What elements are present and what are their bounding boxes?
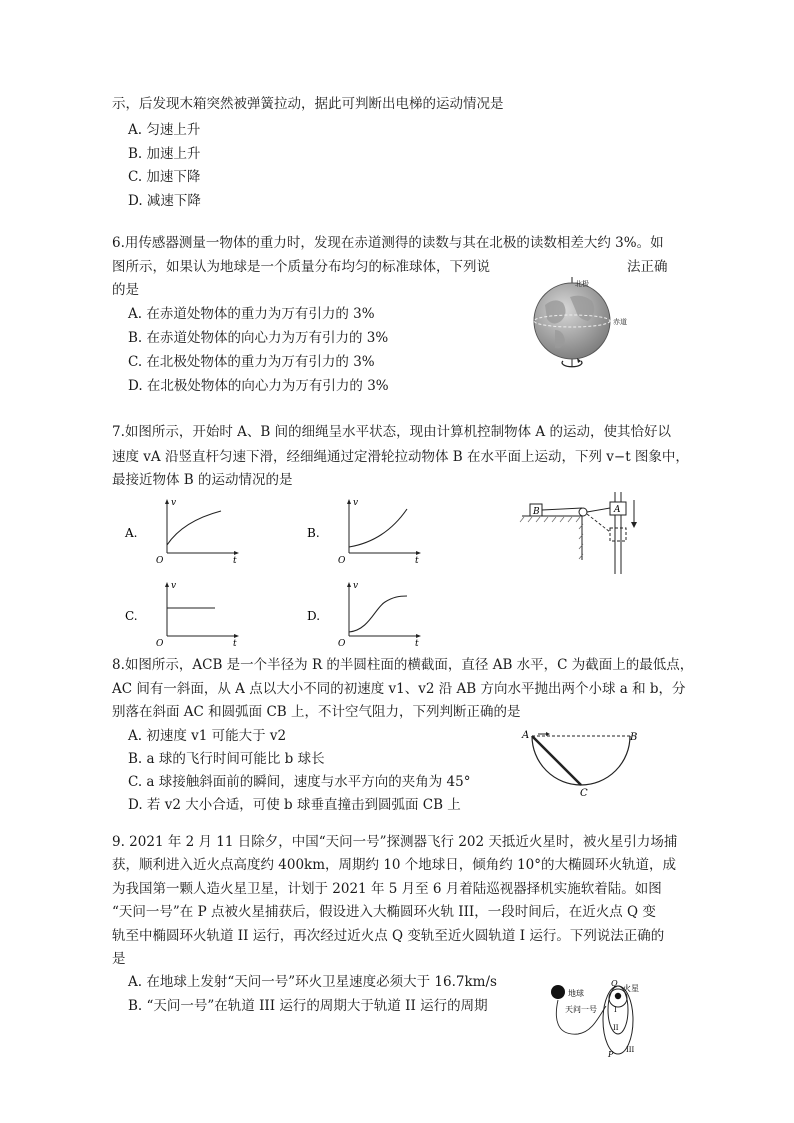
point-b-label: B: [630, 732, 638, 743]
semicircle-arc: [532, 736, 630, 785]
q8-option-d: D. 若 v2 大小合适，可使 b 球垂直撞击到圆弧面 CB 上: [128, 797, 461, 813]
y-axis-label: v: [353, 498, 359, 508]
q6-line-2b: 法正确: [627, 259, 668, 275]
block-a-later: [610, 528, 626, 541]
axis-arrows-icon: [165, 499, 239, 555]
x-axis-label: t: [415, 639, 419, 649]
point-q-label: Q: [611, 979, 618, 988]
down-arrowhead-icon: [631, 522, 637, 528]
rope-to-a: [587, 508, 610, 512]
rope-dashed: [587, 514, 610, 532]
q9-line-6: 是: [112, 951, 126, 967]
q8-option-c: C. a 球接触斜面前的瞬间，速度与水平方向的夹角为 45°: [128, 774, 471, 790]
orbit-figure: [548, 978, 658, 1058]
q9-line-1: 9. 2021 年 2 月 11 日除夕，中国“天问一号”探测器飞行 202 天抵近火星时，被火星引力场捕: [112, 834, 678, 850]
origin-label: O: [338, 639, 346, 649]
q6-option-c: C. 在北极处物体的重力为万有引力的 3%: [128, 354, 375, 370]
q6-line-3: 的是: [112, 282, 139, 298]
origin-label: O: [338, 556, 346, 566]
x-axis-label: t: [233, 556, 237, 566]
q8-line-3: 别落在斜面 AC 和圆弧面 CB 上，不计空气阻力，下列判断正确的是: [112, 704, 521, 720]
graph-a-label: A.: [125, 526, 138, 540]
q7-line-1: 7.如图所示，开始时 A、B 间的细绳呈水平状态，现由计算机控制物体 A 的运动，使其恰好以: [112, 424, 671, 440]
probe-label: 天问一号: [565, 1005, 597, 1014]
origin-label: O: [156, 556, 164, 566]
q7-graph-a: [125, 495, 245, 565]
orbit-i-label: I: [614, 1006, 617, 1014]
x-axis-label: t: [233, 639, 237, 649]
q7-graph-d: [307, 578, 427, 648]
block-a-label: A: [614, 505, 621, 515]
q9-option-a: A. 在地球上发射“天问一号”环火卫星速度必须大于 16.7km/s: [128, 974, 497, 990]
equator-label: 赤道: [613, 318, 627, 326]
rope-horizontal: [542, 508, 582, 510]
curve-concave-down: [167, 511, 221, 545]
q7-graph-c: [125, 578, 245, 648]
intro-text: 示，后发现木箱突然被弹簧拉动，据此可判断出电梯的运动情况是: [112, 96, 504, 112]
graph-c-label: C.: [125, 609, 138, 623]
north-pole-label: 北极: [575, 280, 589, 288]
q9-option-b: B. “天问一号”在轨道 III 运行的周期大于轨道 II 运行的周期: [128, 998, 488, 1014]
velocity-arrowhead-icon: [546, 732, 550, 736]
graph-b-label: B.: [307, 526, 320, 540]
origin-label: O: [156, 639, 164, 649]
pulley-wheel: [579, 508, 587, 516]
graph-d-label: D.: [307, 609, 321, 623]
q9-line-2: 获，顺利进入近火点高度约 400km，周期约 10 个地球日，倾角约 10°的大椭圆环火轨道，成: [112, 857, 677, 873]
y-axis-label: v: [171, 498, 177, 508]
q7-graph-b: [307, 495, 427, 565]
orbit-ii-label: II: [613, 1024, 619, 1032]
q6-line-2a: 图所示，如果认为地球是一个质量分布均匀的标准球体，下列说: [112, 259, 490, 275]
x-axis-label: t: [415, 556, 419, 566]
incline-ac: [532, 736, 581, 785]
q6-option-a: A. 在赤道处物体的重力为万有引力的 3%: [128, 306, 375, 322]
q8-option-b: B. a 球的飞行时间可能比 b 球长: [128, 751, 325, 767]
block-b-label: B: [533, 507, 540, 517]
point-c-label: C: [580, 788, 588, 799]
pulley-figure: [518, 490, 638, 580]
axis-arrows-icon: [165, 582, 239, 638]
semicircle-figure: [518, 726, 658, 806]
point-a-label: A: [522, 730, 530, 741]
q5-option-a: A. 匀速上升: [128, 122, 201, 138]
q7-line-3: 最接近物体 B 的运动情况的是: [112, 472, 293, 488]
earth-figure: [525, 275, 625, 370]
q5-option-c: C. 加速下降: [128, 169, 201, 185]
q6-option-b: B. 在赤道处物体的向心力为万有引力的 3%: [128, 330, 389, 346]
q7-line-2: 速度 vA 沿竖直杆匀速下滑，经细绳通过定滑轮拉动物体 B 在水平面上运动，下列 v−t 图象中，: [112, 449, 689, 465]
mars-label: 火星: [623, 984, 639, 993]
earth-dot: [551, 985, 565, 999]
hatching: [520, 517, 583, 559]
y-axis-label: v: [353, 581, 359, 591]
y-axis-label: v: [171, 581, 177, 591]
q9-line-4: “天问一号”在 P 点被火星捕获后，假设进入大椭圆环火轨 III，一段时间后，在近火点 Q 变: [112, 904, 656, 920]
curve-s: [349, 596, 407, 632]
mars-dot: [615, 993, 621, 999]
q8-option-a: A. 初速度 v1 可能大于 v2: [128, 728, 287, 744]
orbit-iii-label: III: [626, 1046, 635, 1054]
q6-line-1: 6.用传感器测量一物体的重力时，发现在赤道测得的读数与其在北极的读数相差大约 3%。如: [112, 235, 664, 251]
q6-option-d: D. 在北极处物体的向心力为万有引力的 3%: [128, 378, 389, 394]
q8-line-1: 8.如图所示，ACB 是一个半径为 R 的半圆柱面的横截面，直径 AB 水平，C 为截面上的最低点，: [112, 657, 694, 673]
curve-concave-up: [349, 509, 407, 547]
q9-line-5: 轨至中椭圆环火轨道 II 运行，再次经过近火点 Q 变轨至近火圆轨道 I 运行。下列说法正确的: [112, 928, 665, 944]
axis-arrows-icon: [347, 499, 421, 555]
q8-line-2: AC 间有一斜面，从 A 点以大小不同的初速度 v1、v2 沿 AB 方向水平抛出两个小球 a 和 b，分: [112, 681, 686, 697]
earth-label: 地球: [568, 989, 584, 998]
point-p-label: P: [608, 1050, 614, 1059]
q5-option-d: D. 减速下降: [128, 193, 201, 209]
q9-line-3: 为我国第一颗人造火星卫星，计划于 2021 年 5 月至 6 月着陆巡视器择机实施软着陆。如图: [112, 881, 662, 897]
q5-option-b: B. 加速上升: [128, 146, 201, 162]
earth-globe: [534, 283, 610, 359]
